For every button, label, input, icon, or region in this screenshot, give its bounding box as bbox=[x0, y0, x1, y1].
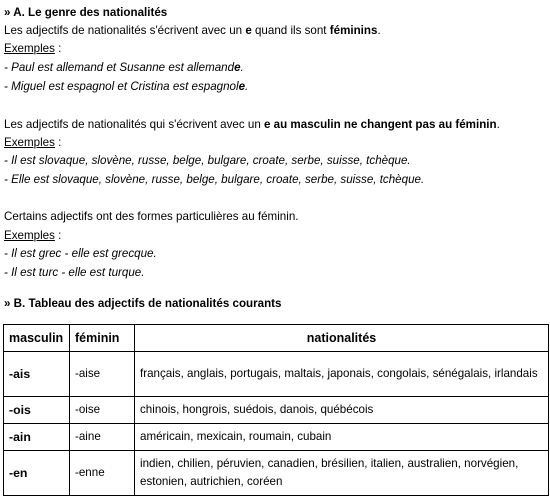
bold-feminins: féminins bbox=[329, 24, 378, 37]
examples-colon: : bbox=[54, 229, 62, 242]
paragraph-feminine-rule bbox=[4, 23, 381, 39]
cell-nationalites: français, anglais, portugais, maltais, japonais, congolais, sénégalais, irlandais bbox=[135, 352, 549, 397]
header-feminin: féminin bbox=[70, 325, 135, 352]
cell-masculin: -ain bbox=[4, 424, 70, 451]
table-row bbox=[4, 451, 549, 496]
cell-nationalites: américain, mexicain, roumain, cubain bbox=[135, 424, 549, 451]
cell-feminin: -aine bbox=[70, 424, 135, 451]
text: Les adjectifs de nationalités s'écrivent avec un bbox=[4, 24, 246, 37]
examples-heading bbox=[4, 228, 61, 244]
text: . bbox=[240, 61, 244, 74]
table-header-row bbox=[4, 325, 549, 352]
table-row bbox=[4, 352, 549, 397]
cell-nationalites: indien, chilien, péruvien, canadien, brésilien, italien, australien, norvégien, estonien, autrichien, coréen bbox=[135, 451, 549, 496]
cell-feminin: -aise bbox=[70, 352, 135, 397]
example-allemand bbox=[4, 60, 244, 76]
examples-label: Exemples bbox=[4, 42, 55, 55]
header-nationalites: nationalités bbox=[135, 325, 549, 352]
examples-colon: : bbox=[54, 42, 62, 55]
example-espagnol bbox=[4, 79, 248, 95]
examples-heading bbox=[4, 41, 61, 57]
bold-e: e bbox=[238, 80, 246, 93]
cell-feminin: -enne bbox=[70, 451, 135, 496]
nationalities-table bbox=[3, 324, 549, 496]
examples-label: Exemples bbox=[4, 229, 55, 242]
section-b-title: » B. Tableau des adjectifs de nationalités courants bbox=[4, 297, 282, 310]
examples-colon: : bbox=[54, 136, 62, 149]
bold-rule: e au masculin ne changent pas au féminin bbox=[264, 118, 497, 131]
example-elle-est-slovaque: - Elle est slovaque, slovène, russe, belge, bulgare, croate, serbe, suisse, tchèque. bbox=[4, 173, 425, 186]
cell-masculin: -en bbox=[4, 451, 70, 496]
examples-heading bbox=[4, 135, 61, 151]
examples-label: Exemples bbox=[4, 136, 55, 149]
text: Les adjectifs de nationalités qui s'écrivent avec un bbox=[4, 118, 265, 131]
text: - Miguel est espagnol et Cristina est espagnol bbox=[4, 80, 239, 93]
cell-masculin: -ais bbox=[4, 352, 70, 397]
text: . bbox=[496, 118, 500, 131]
text: . bbox=[377, 24, 381, 37]
text: . bbox=[245, 80, 249, 93]
example-il-est-slovaque: - Il est slovaque, slovène, russe, belge, bulgare, croate, serbe, suisse, tchèque. bbox=[4, 154, 411, 167]
text: d bbox=[227, 61, 235, 74]
text: - Paul est allemand et Susanne est alleman bbox=[4, 61, 228, 74]
paragraph-particular-forms: Certains adjectifs ont des formes particulières au féminin. bbox=[4, 210, 299, 223]
table-row bbox=[4, 424, 549, 451]
example-grec: - Il est grec - elle est grecque. bbox=[4, 247, 157, 260]
section-a-title: » A. Le genre des nationalités bbox=[4, 6, 168, 19]
bold-e: e bbox=[234, 61, 241, 74]
cell-nationalites: chinois, hongrois, suédois, danois, québécois bbox=[135, 397, 549, 424]
header-masculin: masculin bbox=[4, 325, 70, 352]
table-row bbox=[4, 397, 549, 424]
cell-feminin: -oise bbox=[70, 397, 135, 424]
bold-e: e bbox=[245, 24, 252, 37]
cell-masculin: -ois bbox=[4, 397, 70, 424]
example-turc: - Il est turc - elle est turque. bbox=[4, 266, 145, 279]
paragraph-invariable-rule bbox=[4, 117, 500, 133]
text: quand ils sont bbox=[251, 24, 330, 37]
